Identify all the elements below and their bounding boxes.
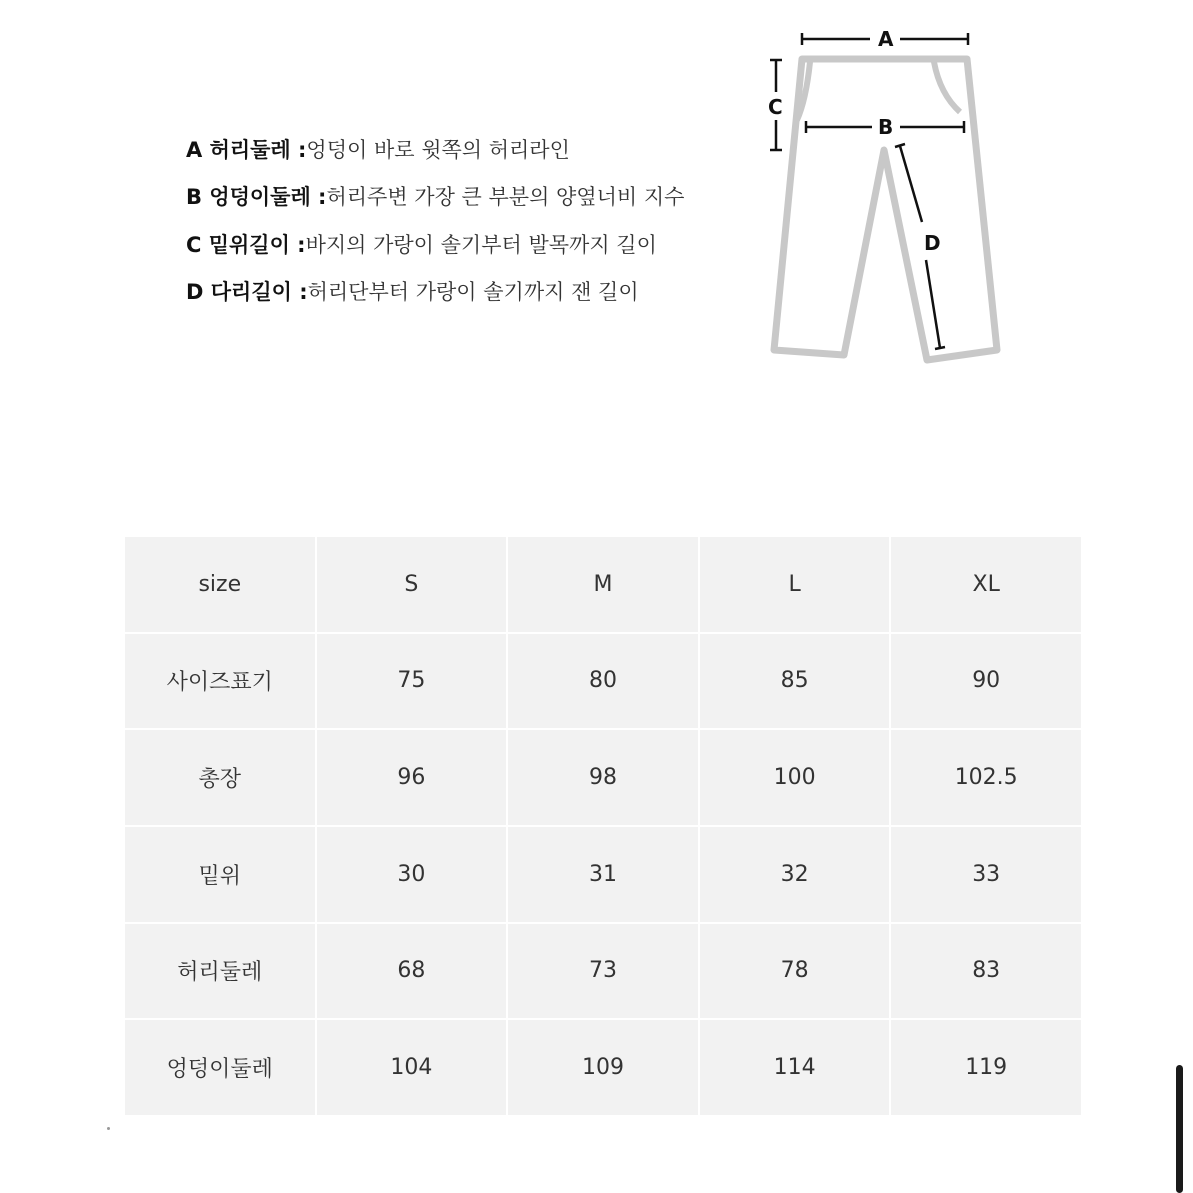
size-table [123, 535, 1083, 1117]
table-cell: 30 [316, 826, 508, 923]
row-label: 밑위 [124, 826, 316, 923]
table-row [124, 729, 1082, 826]
table-cell: 80 [507, 633, 699, 730]
table-cell: 73 [507, 923, 699, 1020]
table-cell: 119 [890, 1019, 1082, 1116]
table-cell: 98 [507, 729, 699, 826]
table-cell: 90 [890, 633, 1082, 730]
table-row [124, 633, 1082, 730]
table-cell: 85 [699, 633, 891, 730]
table-cell: 83 [890, 923, 1082, 1020]
legend-description: 허리주변 가장 큰 부분의 양옆너비 지수 [326, 185, 685, 210]
label-b: B [878, 115, 894, 139]
row-label: 엉덩이둘레 [124, 1019, 316, 1116]
table-cell: 109 [507, 1019, 699, 1116]
table-cell: 33 [890, 826, 1082, 923]
row-label: 허리둘레 [124, 923, 316, 1020]
table-cell: 96 [316, 729, 508, 826]
legend-term: C 밑위길이 : [186, 232, 306, 257]
scrollbar-thumb[interactable] [1176, 1065, 1183, 1193]
header-cell-l: L [699, 536, 891, 633]
row-label: 총장 [124, 729, 316, 826]
header-cell-s: S [316, 536, 508, 633]
table-cell: 32 [699, 826, 891, 923]
stray-dot [107, 1127, 110, 1130]
table-cell: 75 [316, 633, 508, 730]
pants-measurement-diagram [762, 22, 1002, 367]
legend-item-inseam [186, 268, 684, 316]
header-cell-xl: XL [890, 536, 1082, 633]
label-c: C [768, 95, 783, 119]
legend-item-hip [186, 173, 684, 221]
table-row [124, 923, 1082, 1020]
legend-term: B 엉덩이둘레 : [186, 185, 327, 210]
table-cell: 114 [699, 1019, 891, 1116]
measurement-legend [186, 125, 684, 315]
table-row [124, 1019, 1082, 1116]
table-cell: 102.5 [890, 729, 1082, 826]
table-cell: 31 [507, 826, 699, 923]
table-header-row [124, 536, 1082, 633]
header-cell-m: M [507, 536, 699, 633]
legend-term: D 다리길이 : [186, 280, 308, 305]
pants-outline [774, 59, 997, 360]
table-cell: 104 [316, 1019, 508, 1116]
legend-term: A 허리둘레 : [186, 137, 307, 162]
row-label: 사이즈표기 [124, 633, 316, 730]
header-cell-size: size [124, 536, 316, 633]
legend-description: 엉덩이 바로 윗쪽의 허리라인 [306, 137, 570, 162]
legend-description: 바지의 가랑이 솔기부터 발목까지 길이 [305, 232, 657, 257]
legend-description: 허리단부터 가랑이 솔기까지 잰 길이 [307, 280, 639, 305]
label-a: A [878, 27, 894, 51]
table-cell: 78 [699, 923, 891, 1020]
table-cell: 100 [699, 729, 891, 826]
table-cell: 68 [316, 923, 508, 1020]
legend-item-waist [186, 125, 684, 173]
table-row [124, 826, 1082, 923]
legend-item-rise [186, 220, 684, 268]
label-d: D [924, 231, 941, 255]
